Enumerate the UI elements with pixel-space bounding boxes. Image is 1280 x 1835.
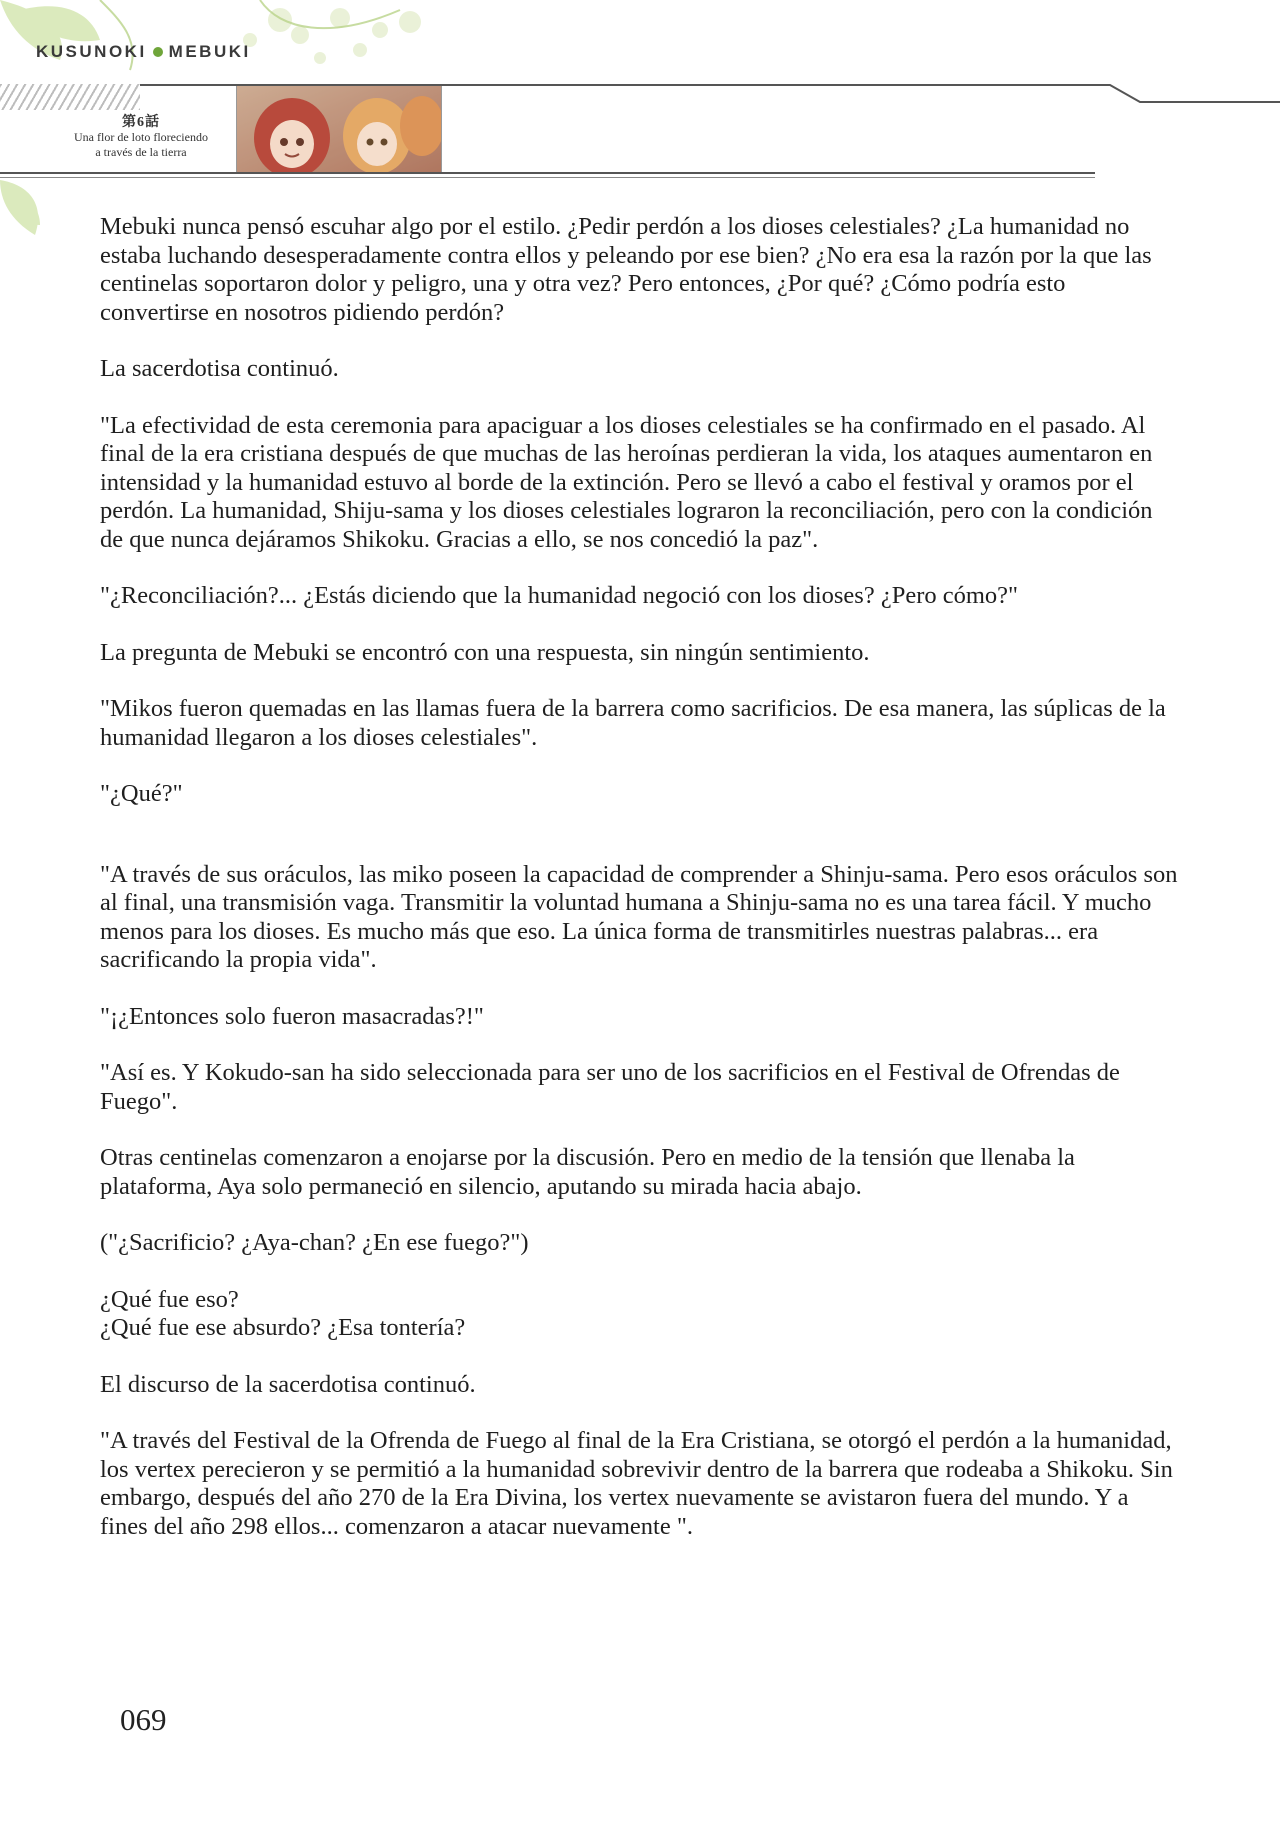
series-title-right: MEBUKI [168, 42, 251, 61]
illustration-image [237, 86, 441, 172]
paragraph: Otras centinelas comenzaron a enojarse por la discusión. Pero en medio de la tensión que llenaba la plataforma, Aya solo permaneció en silencio, aputando su mirada hacia abajo. [100, 1144, 1075, 1200]
header-bottom-rule [0, 172, 1095, 174]
paragraph: El discurso de la sacerdotisa continuó. [100, 1370, 476, 1398]
hatch-stripe-decoration [0, 84, 140, 110]
series-title [36, 42, 251, 62]
paragraph: "La efectividad de esta ceremonia para apaciguar a los dioses celestiales se ha confirmado en el pasado. Al final de la era cristiana después de que muchas de las heroínas perdieran la vida, los ataques aumentaron en intensidad y la humanidad estuvo al borde de la extinción. Pero se llevó a cabo el festival y oramos por el perdón. La humanidad, Shiju-sama y los dioses celestiales lograron la reconciliación, pero con la condición de que nunca dejáramos Shikoku. Gracias a ello, se nos concedió la paz". [100, 411, 1153, 553]
header-rule-tail [1100, 84, 1280, 114]
paragraph: "Mikos fueron quemadas en las llamas fuera de la barrera como sacrificios. De esa manera, las súplicas de la humanidad llegaron a los dioses celestiales". [100, 695, 1166, 751]
paragraph: "A través del Festival de la Ofrenda de Fuego al final de la Era Cristiana, se otorgó el perdón a la humanidad, los vertex perecieron y se permitió a la humanidad sobrevivir dentro de la barrera que rodeaba a Shikoku. Sin embargo, después del año 270 de la Era Divina, los vertex nuevamente se avistaron fuera del mundo. Y a fines del año 298 ellos... comenzaron a atacar nuevamente ". [100, 1427, 1173, 1540]
chapter-label [46, 115, 236, 160]
paragraph: ("¿Sacrificio? ¿Aya-chan? ¿En ese fuego?") [100, 1229, 529, 1256]
page-body [100, 213, 1180, 1569]
paragraph: La sacerdotisa continuó. [100, 355, 339, 382]
series-title-left: KUSUNOKI [36, 42, 147, 61]
paragraph: "¿Qué?" [100, 780, 183, 807]
paragraph: La pregunta de Mebuki se encontró con una respuesta, sin ningún sentimiento. [100, 638, 870, 666]
header-bottom-rule-thin [0, 177, 1095, 178]
green-dot-icon [153, 47, 163, 57]
chapter-illustration-thumbnail [236, 86, 442, 172]
page-number: 069 [120, 1702, 167, 1737]
page-header [0, 0, 1280, 200]
chapter-subtitle-line2: a través de la tierra [95, 145, 187, 159]
chapter-number: 第6話 [122, 115, 160, 130]
paragraph: "¿Reconciliación?... ¿Estás diciendo que la humanidad negoció con los dioses? ¿Pero cómo?" [100, 582, 1019, 609]
paragraph: ¿Qué fue eso? ¿Qué fue ese absurdo? ¿Esa tontería? [100, 1285, 466, 1341]
paragraph: "A través de sus oráculos, las miko poseen la capacidad de comprender a Shinju-sama. Pero esos oráculos son al final, una transmisión vaga. Transmitir la voluntad humana a Shinju-sama no es una tarea fácil. Y mucho menos para los dioses. Es mucho más que eso. La única forma de transmitirles nuestras palabras... era sacrificando la propia vida". [100, 860, 1178, 973]
chapter-subtitle-line1: Una flor de loto floreciendo [74, 130, 208, 144]
paragraph: "Así es. Y Kokudo-san ha sido seleccionada para ser uno de los sacrificios en el Festival de Ofrendas de Fuego". [100, 1059, 1120, 1115]
paragraph: Mebuki nunca pensó escuhar algo por el estilo. ¿Pedir perdón a los dioses celestiales? ¿La humanidad no estaba luchando desesperadamente contra ellos y peleando por ese bien? ¿No era esa la razón por la que las centinelas soportaron dolor y peligro, una y otra vez? Pero entonces, ¿Por qué? ¿Cómo podría esto convertirse en nosotros pidiendo perdón? [100, 213, 1152, 326]
paragraph: "¡¿Entonces solo fueron masacradas?!" [100, 1002, 484, 1030]
